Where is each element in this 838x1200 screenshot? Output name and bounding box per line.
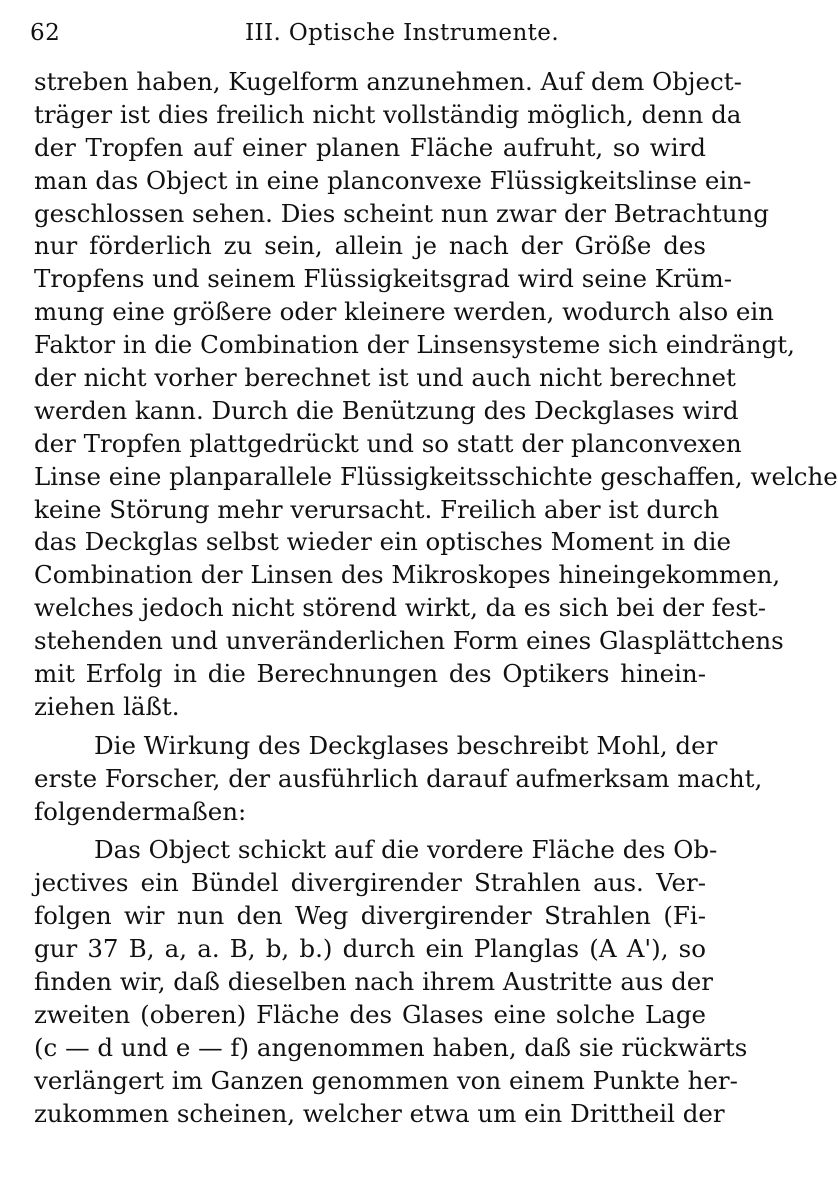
text-line: Linse eine planparallele Flüssigkeitsschichte geschaffen, welche	[34, 461, 838, 491]
text-line: gur 37 B, a, a. B, b, b.) durch ein Planglas (A A'), so	[34, 934, 706, 964]
paragraph-1	[34, 66, 838, 724]
text-line: das Deckglas selbst wieder ein optisches Moment in die	[34, 527, 731, 557]
paragraph-3	[34, 834, 748, 1130]
text-line: folgendermaßen:	[34, 796, 247, 826]
text-line: geschlossen sehen. Dies scheint nun zwar der Betrachtung	[34, 198, 769, 228]
text-line: Faktor in die Combination der Linsensysteme sich eindrängt,	[34, 330, 795, 360]
text-line: nur förderlich zu sein, allein je nach der Größe des	[34, 231, 706, 261]
text-line: der Tropfen auf einer planen Fläche aufruht, so wird	[34, 132, 706, 162]
text-line: ziehen läßt.	[34, 691, 180, 721]
text-line: mit Erfolg in die Berechnungen des Optikers hinein-	[34, 659, 706, 689]
text-line: Combination der Linsen des Mikroskopes hineingekommen,	[34, 560, 781, 590]
text-line: keine Störung mehr verursacht. Freilich aber ist durch	[34, 494, 720, 524]
text-line: erste Forscher, der ausführlich darauf aufmerksam macht,	[34, 763, 763, 793]
text-line: mung eine größere oder kleinere werden, wodurch also ein	[34, 297, 774, 327]
text-line: man das Object in eine planconvexe Flüssigkeitslinse ein-	[34, 165, 752, 195]
text-line: verlängert im Ganzen genommen von einem Punkte her-	[34, 1065, 738, 1095]
page-header	[30, 14, 710, 54]
text-line: der nicht vorher berechnet ist und auch nicht berechnet	[34, 363, 736, 393]
text-line: Tropfens und seinem Flüssigkeitsgrad wird seine Krüm-	[34, 264, 733, 294]
body-text	[34, 66, 838, 1131]
text-line: Die Wirkung des Deckglases beschreibt Mohl, der	[94, 730, 718, 760]
text-line: jectives ein Bündel divergirender Strahlen aus. Ver-	[34, 868, 706, 898]
text-line: stehenden und unveränderlichen Form eines Glasplättchens	[34, 626, 784, 656]
text-line: welches jedoch nicht störend wirkt, da es sich bei der fest-	[34, 593, 767, 623]
text-line: der Tropfen plattgedrückt und so statt der planconvexen	[34, 428, 742, 458]
text-line: Das Object schickt auf die vordere Fläche des Ob-	[94, 835, 718, 865]
paragraph-2	[34, 730, 763, 829]
text-line: (c — d und e — f) angenommen haben, daß sie rückwärts	[34, 1032, 748, 1062]
page-number: 62	[30, 20, 61, 46]
running-title: III. Optische Instrumente.	[245, 20, 560, 46]
text-line: folgen wir nun den Weg divergirender Strahlen (Fi-	[34, 901, 706, 931]
text-line: zukommen scheinen, welcher etwa um ein Drittheil der	[34, 1098, 725, 1128]
text-line: zweiten (oberen) Fläche des Glases eine solche Lage	[34, 999, 706, 1029]
text-line: werden kann. Durch die Benützung des Deckglases wird	[34, 395, 739, 425]
text-line: träger ist dies freilich nicht vollständig möglich, denn da	[34, 99, 742, 129]
text-line: finden wir, daß dieselben nach ihrem Austritte aus der	[34, 967, 713, 997]
text-line: streben haben, Kugelform anzunehmen. Auf dem Object-	[34, 67, 742, 96]
